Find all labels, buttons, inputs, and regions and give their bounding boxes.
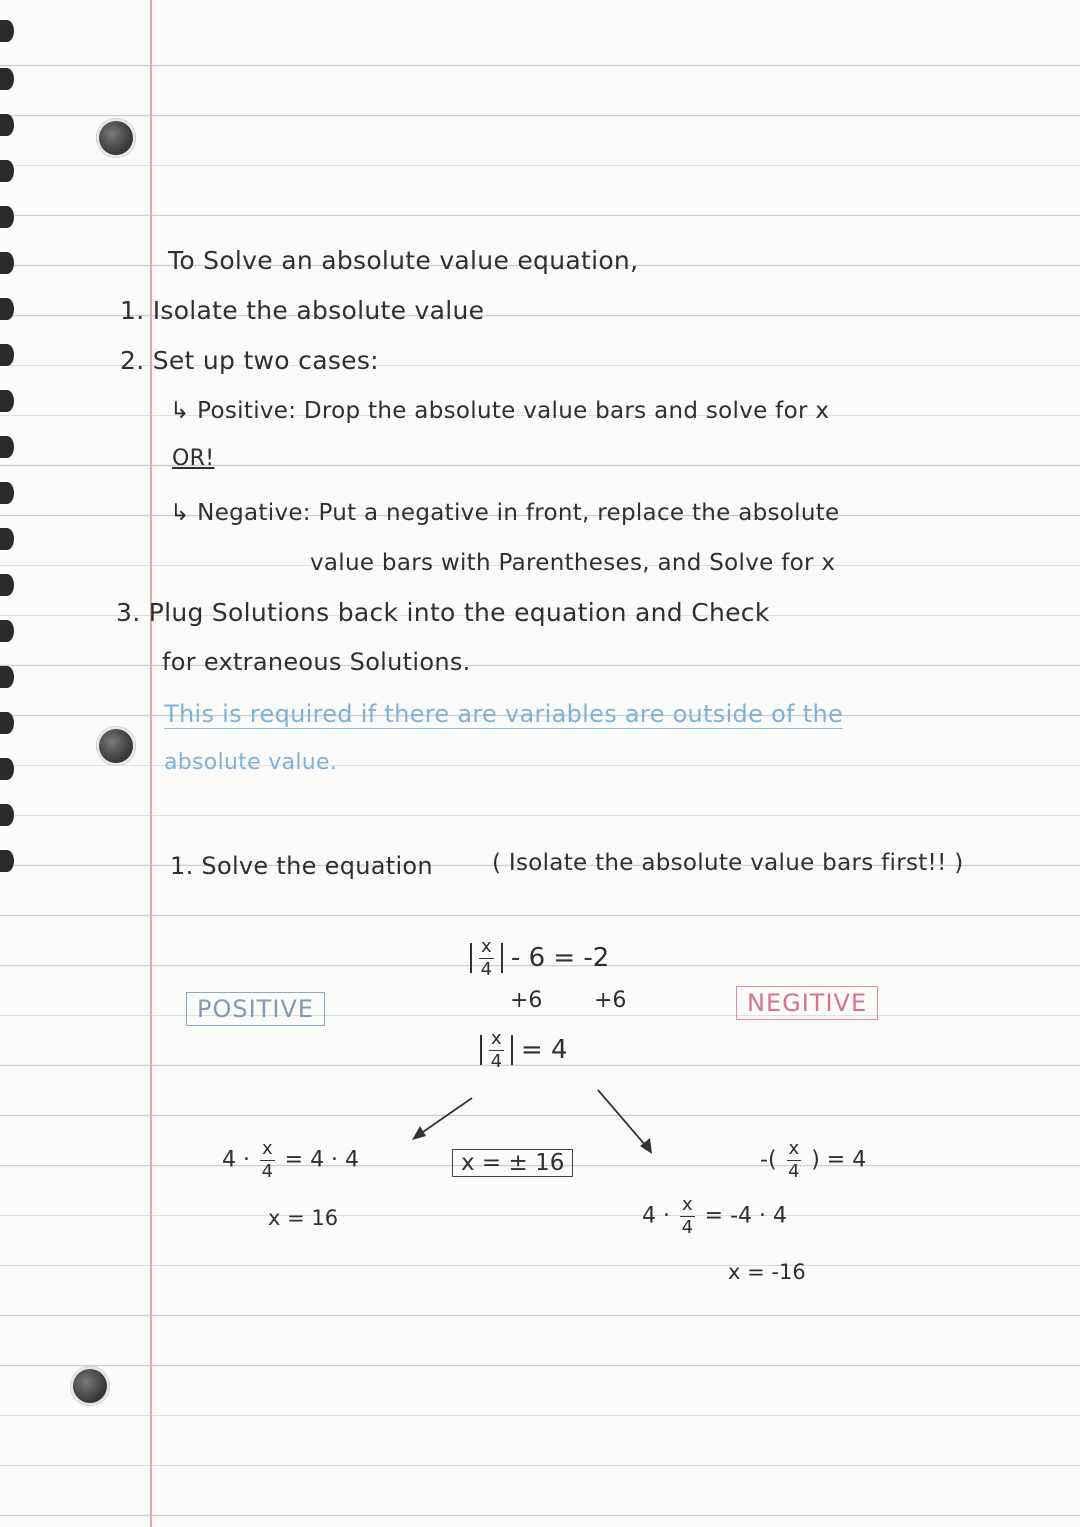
- fraction-numerator: x: [261, 1138, 273, 1159]
- plus-six-left: +6: [510, 988, 543, 1013]
- positive-solution: x = 16: [268, 1206, 339, 1230]
- arrow-to-positive-head: [412, 1126, 426, 1140]
- note-line-2: absolute value.: [164, 750, 338, 775]
- case-negative-line-1: ↳ Negative: Put a negative in front, replace the absolute: [170, 500, 840, 526]
- step-2: 2. Set up two cases:: [120, 346, 379, 375]
- fraction-x-over-4: [260, 1140, 275, 1181]
- negative-step-2-multiplier: 4 ·: [642, 1203, 670, 1229]
- arrow-to-positive: [420, 1098, 472, 1134]
- fraction-x-over-4: [787, 1140, 802, 1181]
- example-prompt: 1. Solve the equation: [170, 852, 433, 880]
- combined-solution-box: x = ± 16: [452, 1149, 573, 1177]
- fraction-numerator: x: [681, 1194, 693, 1215]
- case-negative-line-2: value bars with Parentheses, and Solve for x: [310, 550, 836, 576]
- notes-heading: To Solve an absolute value equation,: [168, 246, 639, 275]
- fraction-numerator: x: [491, 1028, 502, 1049]
- fraction-denominator: 4: [681, 1217, 694, 1238]
- fraction-numerator: x: [788, 1138, 800, 1159]
- example-hint: ( Isolate the absolute value bars first!! ): [492, 850, 964, 876]
- negative-step-2: [642, 1196, 787, 1237]
- negative-step-1-close: ) = 4: [811, 1147, 867, 1173]
- step-3-line-2: for extraneous Solutions.: [162, 648, 471, 676]
- negative-solution: x = -16: [728, 1260, 806, 1284]
- negative-case-label: NEGITIVE: [736, 986, 878, 1020]
- negative-step-2-rest: = -4 · 4: [704, 1203, 787, 1229]
- positive-step-1-multiplier: 4 ·: [222, 1147, 250, 1173]
- step-1: 1. Isolate the absolute value: [120, 296, 485, 325]
- positive-case-label: POSITIVE: [186, 992, 325, 1026]
- positive-step-1-rest: = 4 · 4: [284, 1147, 360, 1173]
- case-positive: ↳ Positive: Drop the absolute value bars and solve for x: [170, 398, 830, 424]
- plus-six-right: +6: [594, 988, 627, 1013]
- fraction-numerator: x: [481, 936, 492, 957]
- arrow-to-negative: [598, 1090, 646, 1146]
- fraction-denominator: 4: [261, 1161, 274, 1182]
- step-3-line-1: 3. Plug Solutions back into the equation and Check: [116, 598, 770, 627]
- negative-step-1: [760, 1140, 866, 1181]
- fraction-denominator: 4: [788, 1161, 800, 1182]
- negative-step-1-open: -(: [760, 1147, 777, 1173]
- equation-original-rest: - 6 = -2: [510, 943, 610, 973]
- equation-isolated-rest: = 4: [520, 1035, 568, 1065]
- fraction-x-over-4: [680, 1196, 695, 1237]
- combined-solution: [452, 1150, 573, 1176]
- or-label: OR!: [172, 446, 215, 471]
- fraction-denominator: 4: [490, 1051, 503, 1072]
- positive-step-1: [222, 1140, 359, 1181]
- note-line-1-text: This is required if there are variables are outside of the: [164, 700, 844, 728]
- fraction-denominator: 4: [480, 959, 493, 980]
